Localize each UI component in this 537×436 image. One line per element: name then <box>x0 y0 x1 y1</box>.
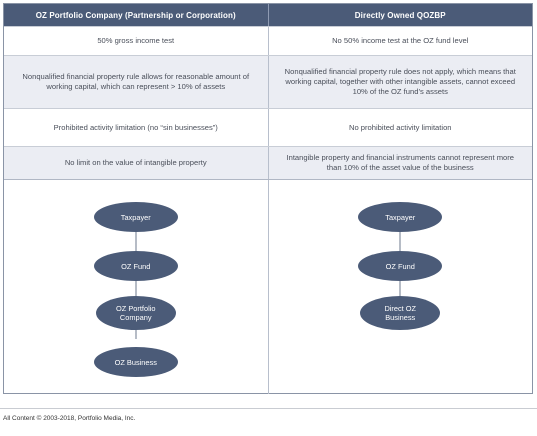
row-2-right: Nonqualified financial property rule does not apply, which means that working capital, together with other intangible assets, cannot exceed 10% of the OZ fund’s assets <box>268 56 533 108</box>
directly-owned-qozbp-diagram <box>268 180 533 394</box>
node-direct-oz-business-label: Direct OZ Business <box>384 304 417 322</box>
row-3-right: No prohibited activity limitation <box>268 109 533 146</box>
copyright-footer: All Content © 2003-2018, Portfolio Media, Inc. <box>3 415 136 422</box>
node-oz-fund: OZ Fund <box>94 251 178 281</box>
node-taxpayer: Taxpayer <box>94 202 178 232</box>
node-oz-portfolio-company <box>96 296 176 330</box>
row-3-left: Prohibited activity limitation (no “sin businesses”) <box>53 122 218 132</box>
table-row <box>4 146 532 179</box>
row-2-left: Nonqualified financial property rule allows for reasonable amount of working capital, which can represent > 10% of assets <box>22 72 250 91</box>
footer-divider <box>0 408 537 409</box>
table-row <box>4 26 532 55</box>
comparison-table <box>3 3 533 394</box>
node-oz-fund: OZ Fund <box>358 251 442 281</box>
oz-portfolio-company-diagram <box>4 180 268 394</box>
node-direct-oz-business <box>360 296 440 330</box>
header-oz-portfolio-company: OZ Portfolio Company (Partnership or Corporation) <box>35 10 236 20</box>
node-oz-portfolio-company-label: OZ Portfolio Company <box>116 304 156 322</box>
row-1-right: No 50% income test at the OZ fund level <box>268 27 533 55</box>
header-directly-owned-qozbp: Directly Owned QOZBP <box>268 4 533 26</box>
table-row <box>4 55 532 108</box>
row-1-left: 50% gross income test <box>97 36 175 45</box>
table-row <box>4 108 532 146</box>
table-header <box>4 4 532 26</box>
node-oz-business: OZ Business <box>94 347 178 377</box>
row-4-left: No limit on the value of intangible property <box>64 158 207 167</box>
row-4-right: Intangible property and financial instruments cannot represent more than 10% of the asset value of the business <box>268 147 533 179</box>
node-taxpayer: Taxpayer <box>358 202 442 232</box>
structure-diagram-row <box>4 179 532 394</box>
